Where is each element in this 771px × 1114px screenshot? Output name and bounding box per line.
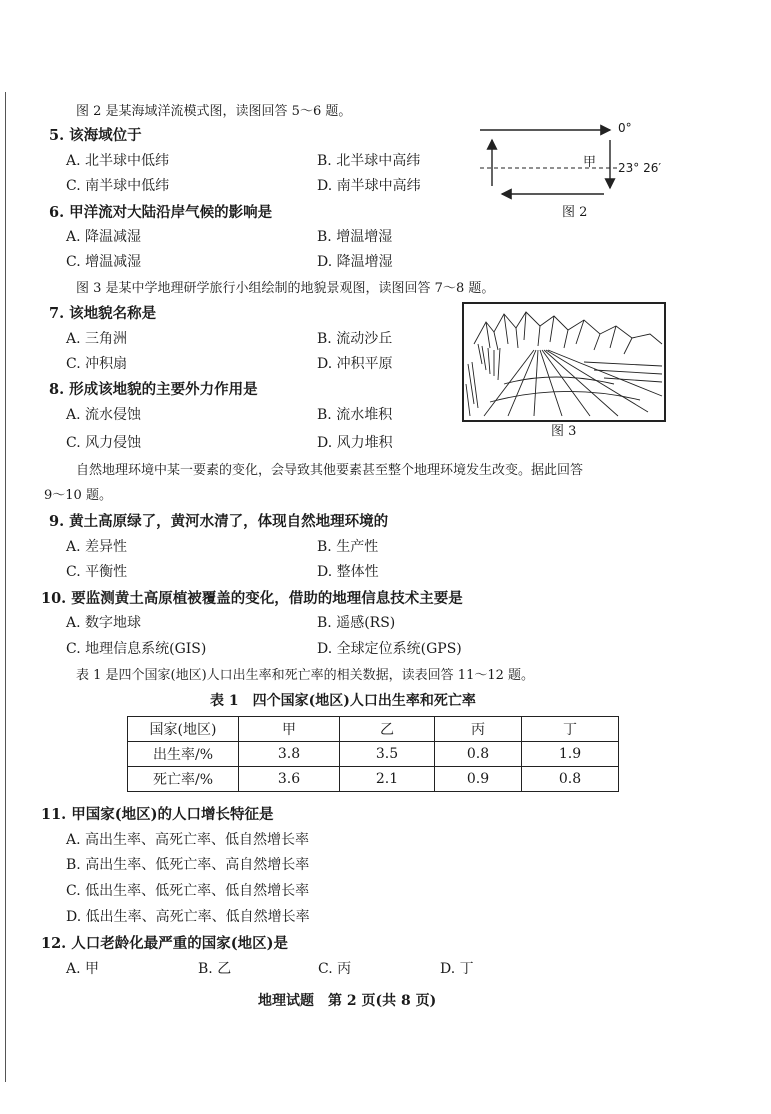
figure-3-landform-sketch: [462, 302, 666, 422]
q8-option-d: D. 风力堆积: [317, 435, 393, 451]
lat-label-tropic: 23° 26′: [618, 161, 662, 175]
q8-option-b: B. 流水堆积: [317, 407, 393, 423]
current-label-jia: 甲: [583, 155, 597, 170]
table-cell: 2.1: [340, 767, 435, 792]
q11-option-c: C. 低出生率、低死亡率、低自然增长率: [66, 883, 310, 899]
figure-2-current-diagram: [478, 118, 662, 220]
question-9-stem: 9. 黄土高原绿了，黄河水清了，体现自然地理环境的: [49, 513, 389, 530]
q11-option-b: B. 高出生率、低死亡率、高自然增长率: [66, 857, 310, 873]
q11-option-d: D. 低出生率、高死亡率、低自然增长率: [66, 909, 310, 925]
question-7-stem: 7. 该地貌名称是: [49, 305, 157, 322]
q12-option-b: B. 乙: [198, 961, 232, 977]
q7-option-d: D. 冲积平原: [317, 356, 393, 372]
table-cell: 0.8: [522, 767, 619, 792]
question-8-stem: 8. 形成该地貌的主要外力作用是: [49, 381, 258, 398]
q5-option-d: D. 南半球中高纬: [317, 178, 421, 194]
figure-3-svg: [464, 304, 664, 420]
question-10-stem: 10. 要监测黄土高原植被覆盖的变化，借助的地理信息技术主要是: [41, 590, 463, 607]
table-cell: 3.8: [239, 742, 340, 767]
figure-3-caption: 图 3: [551, 424, 577, 439]
q8-option-c: C. 风力侵蚀: [66, 435, 142, 451]
table-1-title: 表 1 四个国家(地区)人口出生率和死亡率: [210, 693, 476, 709]
table-header-jia: 甲: [239, 717, 340, 742]
intro-q9-line2: 9～10 题。: [44, 488, 112, 503]
page-footer: 地理试题 第 2 页(共 8 页): [258, 993, 437, 1009]
table-header-row: [128, 717, 619, 742]
q10-option-b: B. 遥感(RS): [317, 615, 396, 631]
q6-option-a: A. 降温减湿: [66, 229, 142, 245]
table-row: [128, 767, 619, 792]
table-1-birth-death-rates: [127, 716, 619, 792]
q9-option-d: D. 整体性: [317, 564, 379, 580]
table-header-bing: 丙: [435, 717, 522, 742]
q8-option-a: A. 流水侵蚀: [66, 407, 142, 423]
q5-option-b: B. 北半球中高纬: [317, 153, 421, 169]
q5-option-a: A. 北半球中低纬: [66, 153, 170, 169]
q6-option-d: D. 降温增湿: [317, 254, 393, 270]
table-cell-death-label: 死亡率/%: [128, 767, 239, 792]
q7-option-c: C. 冲积扇: [66, 356, 128, 372]
q7-option-b: B. 流动沙丘: [317, 331, 393, 347]
intro-fig2: 图 2 是某海域洋流模式图，读图回答 5～6 题。: [76, 104, 352, 119]
table-cell: 0.8: [435, 742, 522, 767]
figure-2-caption: 图 2: [562, 205, 588, 220]
table-header-yi: 乙: [340, 717, 435, 742]
intro-table: 表 1 是四个国家(地区)人口出生率和死亡率的相关数据，读表回答 11～12 题。: [76, 668, 535, 683]
q6-option-b: B. 增温增湿: [317, 229, 393, 245]
table-header-ding: 丁: [522, 717, 619, 742]
question-6-stem: 6. 甲洋流对大陆沿岸气候的影响是: [49, 204, 273, 221]
q12-option-c: C. 丙: [318, 961, 352, 977]
table-cell: 0.9: [435, 767, 522, 792]
q7-option-a: A. 三角洲: [66, 331, 128, 347]
q10-option-a: A. 数字地球: [66, 615, 142, 631]
binding-margin-line: [5, 92, 6, 1082]
q12-option-d: D. 丁: [440, 961, 474, 977]
question-5-stem: 5. 该海域位于: [49, 127, 142, 144]
q12-option-a: A. 甲: [66, 961, 100, 977]
q5-option-c: C. 南半球中低纬: [66, 178, 170, 194]
intro-fig3: 图 3 是某中学地理研学旅行小组绘制的地貌景观图，读图回答 7～8 题。: [76, 281, 495, 296]
q6-option-c: C. 增温减湿: [66, 254, 142, 270]
table-cell: 1.9: [522, 742, 619, 767]
question-12-stem: 12. 人口老龄化最严重的国家(地区)是: [41, 935, 288, 952]
table-cell: 3.5: [340, 742, 435, 767]
table-header-country: 国家(地区): [128, 717, 239, 742]
table-cell-birth-label: 出生率/%: [128, 742, 239, 767]
table-row: [128, 742, 619, 767]
q9-option-b: B. 生产性: [317, 539, 379, 555]
lat-label-0: 0°: [618, 121, 632, 135]
intro-q9-line1: 自然地理环境中某一要素的变化，会导致其他要素甚至整个地理环境发生改变。据此回答: [76, 463, 584, 478]
q11-option-a: A. 高出生率、高死亡率、低自然增长率: [66, 832, 310, 848]
question-11-stem: 11. 甲国家(地区)的人口增长特征是: [41, 806, 274, 823]
q9-option-c: C. 平衡性: [66, 564, 128, 580]
q10-option-d: D. 全球定位系统(GPS): [317, 641, 462, 657]
table-cell: 3.6: [239, 767, 340, 792]
q10-option-c: C. 地理信息系统(GIS): [66, 641, 207, 657]
q9-option-a: A. 差异性: [66, 539, 128, 555]
